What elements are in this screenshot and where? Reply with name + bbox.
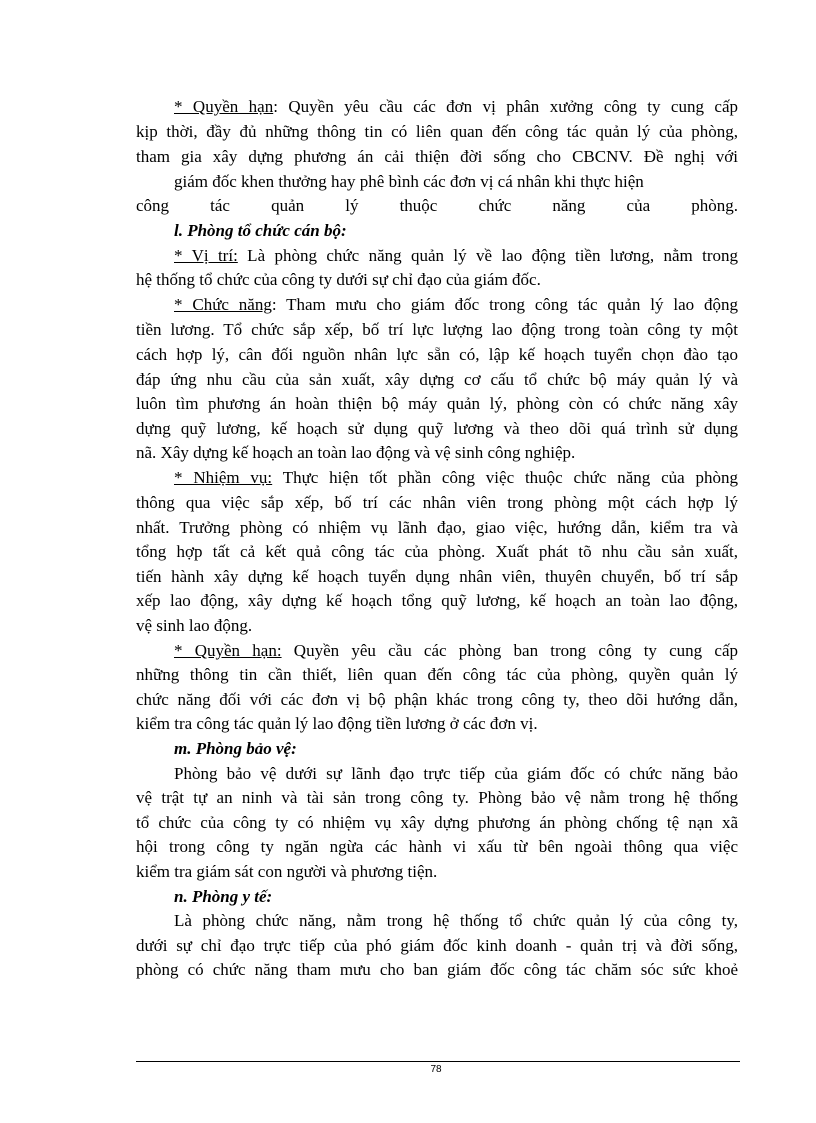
paragraph-line: đáp ứng nhu cầu của sản xuất, xây dựng cơ cấu tổ chức bộ máy quản lý và <box>136 370 738 389</box>
paragraph-line: kiểm tra giám sát con người và phương tiện. <box>136 862 438 881</box>
paragraph-line: chức năng đối với các đơn vị bộ phận khác trong công ty, theo dõi hướng dẫn, <box>136 690 738 709</box>
paragraph-line: kịp thời, đầy đủ những thông tin có liên quan đến công tác quản lý của phòng, <box>136 122 738 141</box>
paragraph-line: tiến hành xây dựng kế hoạch tuyển dụng nhân viên, thuyên chuyển, bố trí sắp <box>136 567 738 586</box>
paragraph-line: tổng hợp tất cả kết quả công tác của phòng. Xuất phát tõ nhu cầu sản xuất, <box>136 542 738 561</box>
paragraph-line: phòng có chức năng tham mưu cho ban giám đốc công tác chăm sóc sức khoẻ <box>136 960 738 979</box>
paragraph-line: xếp lao động, xây dựng kế hoạch tổng quỹ lương, kế hoạch an toàn lao động, <box>136 591 738 610</box>
paragraph-text: : Quyền yêu cầu các đơn vị phân xưởng công ty cung cấp <box>273 97 738 116</box>
paragraph-line: vệ trật tự an ninh và tài sản trong công ty. Phòng bảo vệ nằm trong hệ thống <box>136 788 738 807</box>
paragraph-line: hệ thống tổ chức của công ty dưới sự chỉ đạo của giám đốc. <box>136 270 541 289</box>
paragraph-line: vệ sinh lao động. <box>136 616 253 635</box>
paragraph-line <box>174 639 738 663</box>
paragraph-line: dưới sự chỉ đạo trực tiếp của phó giám đốc kinh doanh - quản trị và đời sống, <box>136 936 738 955</box>
paragraph-line: giám đốc khen thưởng hay phê bình các đơn vị cá nhân khi thực hiện <box>174 172 644 191</box>
section-heading-n: n. Phòng y tế: <box>174 887 273 906</box>
paragraph-line: tổ chức của công ty có nhiệm vụ xây dựng phương án phòng chống tệ nạn xã <box>136 813 738 832</box>
label-vi-tri: * Vị trí: <box>174 246 238 265</box>
paragraph-text: Thực hiện tốt phần công việc thuộc chức năng của phòng <box>272 468 738 487</box>
paragraph-text: : Tham mưu cho giám đốc trong công tác quản lý lao động <box>271 295 738 314</box>
paragraph-line: công tác quản lý thuộc chức năng của phòng. <box>136 196 738 215</box>
section-heading-m: m. Phòng bảo vệ: <box>174 739 297 758</box>
paragraph-line: hội trong công ty ngăn ngừa các hành vi xấu từ bên ngoài thông qua việc <box>136 837 738 856</box>
paragraph-line: dựng quỹ lương, kế hoạch sử dụng quỹ lương và theo dõi quá trình sử dụng <box>136 419 738 438</box>
paragraph-line: những thông tin cần thiết, liên quan đến công tác của phòng, quyền quản lý <box>136 665 738 684</box>
paragraph-line: Phòng bảo vệ dưới sự lãnh đạo trực tiếp của giám đốc có chức năng bảo <box>174 764 738 783</box>
paragraph-line: Là phòng chức năng, nằm trong hệ thống tổ chức quản lý của công ty, <box>174 911 738 930</box>
label-chuc-nang: * Chức năng <box>174 295 272 314</box>
paragraph-line: nhất. Trưởng phòng có nhiệm vụ lãnh đạo, giao việc, hướng dẫn, kiểm tra và <box>136 518 738 537</box>
label-quyen-han: * Quyền hạn: <box>174 641 282 660</box>
section-heading-l: l. Phòng tổ chức cán bộ: <box>174 221 347 240</box>
paragraph-line <box>174 466 738 490</box>
paragraph-text: Quyền yêu cầu các phòng ban trong công ty cung cấp <box>281 641 739 660</box>
paragraph-line: luôn tìm phương án hoàn thiện bộ máy quản lý, phòng còn có chức năng xây <box>136 394 738 413</box>
footer-divider <box>136 1061 740 1062</box>
paragraph-line: kiểm tra công tác quản lý lao động tiền lương ở các đơn vị. <box>136 714 538 733</box>
paragraph-line <box>174 244 738 268</box>
paragraph-line: thông qua việc sắp xếp, bố trí các nhân viên trong phòng một cách hợp lý <box>136 493 738 512</box>
paragraph-line: nã. Xây dựng kế hoạch an toàn lao động và vệ sinh công nghiệp. <box>136 443 576 462</box>
paragraph-line <box>174 293 738 317</box>
paragraph-line: tiền lương. Tổ chức sắp xếp, bố trí lực lượng lao động trong toàn công ty một <box>136 320 738 339</box>
paragraph-line: cách hợp lý, cân đối nguồn nhân lực sẵn có, lập kế hoạch tuyển chọn đào tạo <box>136 345 738 364</box>
paragraph-text: Là phòng chức năng quản lý về lao động tiền lương, nằm trong <box>237 246 738 265</box>
paragraph-line: tham gia xây dựng phương án cải thiện đời sống cho CBCNV. Đề nghị với <box>136 147 738 166</box>
label-quyen-han: * Quyền hạn <box>174 97 274 116</box>
page-number: 78 <box>430 1064 442 1075</box>
label-nhiem-vu: * Nhiệm vụ: <box>174 468 273 487</box>
paragraph-line <box>174 95 738 119</box>
